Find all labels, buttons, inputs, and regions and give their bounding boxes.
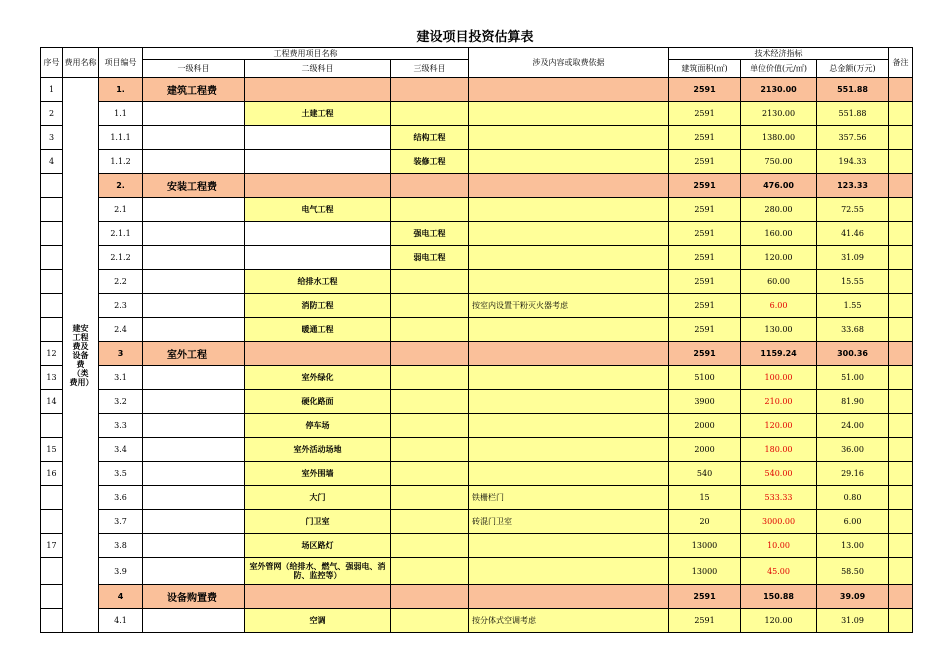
cell-level1 <box>143 609 245 633</box>
table-row <box>41 558 913 585</box>
cell-level2 <box>245 246 391 270</box>
cell-area: 2591 <box>669 270 741 294</box>
cell-level1 <box>143 270 245 294</box>
cell-total: 6.00 <box>817 510 889 534</box>
cell-total: 29.16 <box>817 462 889 486</box>
cell-total: 41.46 <box>817 222 889 246</box>
cell-level2: 室外围墙 <box>245 462 391 486</box>
header-basis: 涉及内容或取费依据 <box>469 48 669 78</box>
cell-level1: 室外工程 <box>143 342 245 366</box>
cell-level3 <box>391 318 469 342</box>
header-remark: 备注 <box>889 48 913 78</box>
cell-remark <box>889 294 913 318</box>
cell-unit-price: 2130.00 <box>741 78 817 102</box>
cell-seq <box>41 318 63 342</box>
cell-basis <box>469 438 669 462</box>
cell-basis <box>469 366 669 390</box>
cell-unit-price: 130.00 <box>741 318 817 342</box>
cell-area: 2591 <box>669 174 741 198</box>
cell-seq: 13 <box>41 366 63 390</box>
cell-remark <box>889 222 913 246</box>
cell-item-no: 3.3 <box>99 414 143 438</box>
cell-area: 13000 <box>669 534 741 558</box>
cell-area: 2591 <box>669 609 741 633</box>
cell-level3 <box>391 294 469 318</box>
cell-level3 <box>391 78 469 102</box>
cell-level1 <box>143 198 245 222</box>
cell-level1 <box>143 462 245 486</box>
cell-seq <box>41 174 63 198</box>
cell-item-no: 2.4 <box>99 318 143 342</box>
cell-remark <box>889 246 913 270</box>
cell-level3 <box>391 198 469 222</box>
cell-item-no: 4.1 <box>99 609 143 633</box>
category-label: 建安工程费及设备费（类费用） <box>69 323 94 387</box>
cell-total: 1.55 <box>817 294 889 318</box>
cell-level2 <box>245 174 391 198</box>
table-row <box>41 198 913 222</box>
cell-level2: 土建工程 <box>245 102 391 126</box>
cell-level2: 硬化路面 <box>245 390 391 414</box>
cell-remark <box>889 609 913 633</box>
table-row <box>41 462 913 486</box>
cell-seq <box>41 294 63 318</box>
cell-total: 300.36 <box>817 342 889 366</box>
cell-area: 2591 <box>669 198 741 222</box>
table-row <box>41 585 913 609</box>
cell-level3 <box>391 486 469 510</box>
cell-seq: 2 <box>41 102 63 126</box>
table-row <box>41 609 913 633</box>
cell-level1: 建筑工程费 <box>143 78 245 102</box>
cell-level1 <box>143 486 245 510</box>
cell-total: 123.33 <box>817 174 889 198</box>
cell-level2: 给排水工程 <box>245 270 391 294</box>
cell-area: 2000 <box>669 414 741 438</box>
cell-basis <box>469 414 669 438</box>
cell-basis <box>469 150 669 174</box>
cell-level3 <box>391 534 469 558</box>
cell-seq <box>41 270 63 294</box>
cell-unit-price: 60.00 <box>741 270 817 294</box>
cell-unit-price: 540.00 <box>741 462 817 486</box>
table-row <box>41 150 913 174</box>
cell-level1: 设备购置费 <box>143 585 245 609</box>
cell-unit-price: 160.00 <box>741 222 817 246</box>
table-row <box>41 438 913 462</box>
cell-basis: 按室内设置干粉灭火器考虑 <box>469 294 669 318</box>
cell-level2: 室外活动场地 <box>245 438 391 462</box>
cell-level1 <box>143 246 245 270</box>
table-row <box>41 174 913 198</box>
cell-level2 <box>245 585 391 609</box>
cell-level2: 室外管网（给排水、燃气、强弱电、消防、监控等） <box>245 558 391 585</box>
cell-seq: 1 <box>41 78 63 102</box>
cell-item-no: 3 <box>99 342 143 366</box>
header-level2: 二级科目 <box>245 60 391 78</box>
cell-seq <box>41 510 63 534</box>
cell-basis <box>469 126 669 150</box>
header-level3: 三级科目 <box>391 60 469 78</box>
cell-level1 <box>143 102 245 126</box>
cell-remark <box>889 486 913 510</box>
cell-total: 31.09 <box>817 609 889 633</box>
cell-level3 <box>391 438 469 462</box>
cell-item-no: 3.1 <box>99 366 143 390</box>
cell-level1 <box>143 150 245 174</box>
cell-seq <box>41 609 63 633</box>
cell-basis <box>469 102 669 126</box>
cell-seq: 17 <box>41 534 63 558</box>
cell-remark <box>889 390 913 414</box>
cell-seq: 16 <box>41 462 63 486</box>
cell-area: 2591 <box>669 342 741 366</box>
cell-area: 13000 <box>669 558 741 585</box>
cell-item-no: 2. <box>99 174 143 198</box>
cell-seq: 3 <box>41 126 63 150</box>
cell-level2 <box>245 222 391 246</box>
table-row <box>41 342 913 366</box>
cell-remark <box>889 174 913 198</box>
cell-item-no: 1.1.1 <box>99 126 143 150</box>
cell-unit-price: 280.00 <box>741 198 817 222</box>
cell-total: 551.88 <box>817 102 889 126</box>
cell-item-no: 4 <box>99 585 143 609</box>
cell-remark <box>889 342 913 366</box>
cell-level2: 停车场 <box>245 414 391 438</box>
table-row <box>41 414 913 438</box>
header-seq: 序号 <box>41 48 63 78</box>
cell-area: 2591 <box>669 150 741 174</box>
cell-area: 2591 <box>669 246 741 270</box>
cell-unit-price: 2130.00 <box>741 102 817 126</box>
cell-level2: 门卫室 <box>245 510 391 534</box>
cell-level3 <box>391 102 469 126</box>
cell-seq: 15 <box>41 438 63 462</box>
cell-level3 <box>391 342 469 366</box>
cell-seq: 12 <box>41 342 63 366</box>
cell-level1 <box>143 558 245 585</box>
header-fee-name: 费用名称 <box>63 48 99 78</box>
cell-unit-price: 750.00 <box>741 150 817 174</box>
cell-total: 36.00 <box>817 438 889 462</box>
cell-level3: 装修工程 <box>391 150 469 174</box>
cell-level3 <box>391 510 469 534</box>
table-row <box>41 318 913 342</box>
cell-total: 33.68 <box>817 318 889 342</box>
cell-remark <box>889 102 913 126</box>
cell-level2: 消防工程 <box>245 294 391 318</box>
cell-area: 2000 <box>669 438 741 462</box>
table-row <box>41 270 913 294</box>
cell-unit-price: 533.33 <box>741 486 817 510</box>
cell-total: 13.00 <box>817 534 889 558</box>
cell-item-no: 2.1.1 <box>99 222 143 246</box>
table-row <box>41 78 913 102</box>
cell-basis: 砖混门卫室 <box>469 510 669 534</box>
cell-item-no: 3.9 <box>99 558 143 585</box>
header-area: 建筑面积(㎡) <box>669 60 741 78</box>
cell-level1 <box>143 414 245 438</box>
header-tech-group: 技术经济指标 <box>669 48 889 60</box>
cell-area: 15 <box>669 486 741 510</box>
cell-remark <box>889 270 913 294</box>
cell-seq <box>41 198 63 222</box>
cell-level2: 大门 <box>245 486 391 510</box>
table-row <box>41 294 913 318</box>
cell-seq <box>41 222 63 246</box>
cell-remark <box>889 198 913 222</box>
cell-area: 2591 <box>669 585 741 609</box>
cell-unit-price: 45.00 <box>741 558 817 585</box>
cell-remark <box>889 126 913 150</box>
cell-remark <box>889 585 913 609</box>
cell-item-no: 3.6 <box>99 486 143 510</box>
cell-basis <box>469 222 669 246</box>
cell-area: 2591 <box>669 102 741 126</box>
cell-level1 <box>143 390 245 414</box>
cell-unit-price: 120.00 <box>741 609 817 633</box>
cell-level1 <box>143 294 245 318</box>
cell-item-no: 2.1 <box>99 198 143 222</box>
cell-level1 <box>143 318 245 342</box>
cell-total: 194.33 <box>817 150 889 174</box>
cell-level2: 场区路灯 <box>245 534 391 558</box>
cell-level3: 弱电工程 <box>391 246 469 270</box>
cell-category <box>63 78 99 633</box>
cell-remark <box>889 150 913 174</box>
cell-unit-price: 1159.24 <box>741 342 817 366</box>
cell-level3 <box>391 585 469 609</box>
cell-remark <box>889 510 913 534</box>
cell-basis <box>469 318 669 342</box>
cell-unit-price: 10.00 <box>741 534 817 558</box>
cell-basis <box>469 585 669 609</box>
cell-area: 2591 <box>669 126 741 150</box>
cell-item-no: 2.1.2 <box>99 246 143 270</box>
cell-area: 3900 <box>669 390 741 414</box>
cell-basis <box>469 462 669 486</box>
cell-unit-price: 3000.00 <box>741 510 817 534</box>
cell-level1 <box>143 510 245 534</box>
cell-level2: 暖通工程 <box>245 318 391 342</box>
table-row <box>41 486 913 510</box>
cell-area: 540 <box>669 462 741 486</box>
cell-unit-price: 210.00 <box>741 390 817 414</box>
cell-unit-price: 120.00 <box>741 246 817 270</box>
cell-total: 15.55 <box>817 270 889 294</box>
cell-level3 <box>391 558 469 585</box>
header-item-name-group: 工程费用项目名称 <box>143 48 469 60</box>
cell-remark <box>889 318 913 342</box>
cell-basis <box>469 174 669 198</box>
cell-total: 551.88 <box>817 78 889 102</box>
cell-item-no: 2.3 <box>99 294 143 318</box>
cell-basis <box>469 198 669 222</box>
cell-item-no: 1.1.2 <box>99 150 143 174</box>
cell-basis <box>469 558 669 585</box>
cell-remark <box>889 534 913 558</box>
cell-seq <box>41 246 63 270</box>
cell-remark <box>889 438 913 462</box>
cell-seq <box>41 558 63 585</box>
cell-total: 51.00 <box>817 366 889 390</box>
cell-level2: 电气工程 <box>245 198 391 222</box>
cell-total: 0.80 <box>817 486 889 510</box>
cell-total: 81.90 <box>817 390 889 414</box>
table-body <box>41 78 913 633</box>
cell-unit-price: 120.00 <box>741 414 817 438</box>
cell-basis <box>469 342 669 366</box>
cell-item-no: 1. <box>99 78 143 102</box>
cell-basis <box>469 390 669 414</box>
cell-area: 5100 <box>669 366 741 390</box>
table-row <box>41 246 913 270</box>
cell-area: 2591 <box>669 318 741 342</box>
cell-level1 <box>143 438 245 462</box>
cell-remark <box>889 366 913 390</box>
cell-level3 <box>391 390 469 414</box>
cell-area: 2591 <box>669 222 741 246</box>
cell-item-no: 2.2 <box>99 270 143 294</box>
header-unit-price: 单位价值(元/㎡) <box>741 60 817 78</box>
cell-basis <box>469 534 669 558</box>
table-row <box>41 510 913 534</box>
cell-level2: 空调 <box>245 609 391 633</box>
table-title: 建设项目投资估算表 <box>416 30 534 45</box>
cell-total: 357.56 <box>817 126 889 150</box>
cell-basis <box>469 270 669 294</box>
cell-remark <box>889 78 913 102</box>
table-row <box>41 390 913 414</box>
header-total: 总金额(万元) <box>817 60 889 78</box>
header-item-no: 项目编号 <box>99 48 143 78</box>
cell-remark <box>889 462 913 486</box>
cell-total: 39.09 <box>817 585 889 609</box>
table-row <box>41 126 913 150</box>
cell-unit-price: 476.00 <box>741 174 817 198</box>
cell-unit-price: 100.00 <box>741 366 817 390</box>
cell-remark <box>889 414 913 438</box>
cell-total: 24.00 <box>817 414 889 438</box>
cell-level1 <box>143 126 245 150</box>
cell-item-no: 3.5 <box>99 462 143 486</box>
cell-level3 <box>391 414 469 438</box>
cell-level3 <box>391 366 469 390</box>
cell-level3: 结构工程 <box>391 126 469 150</box>
table-row <box>41 366 913 390</box>
header-level1: 一级科目 <box>143 60 245 78</box>
cell-seq: 14 <box>41 390 63 414</box>
cell-seq <box>41 585 63 609</box>
cell-seq <box>41 486 63 510</box>
cell-level3 <box>391 270 469 294</box>
cell-level1 <box>143 366 245 390</box>
cell-level3: 强电工程 <box>391 222 469 246</box>
cell-basis: 铁栅栏门 <box>469 486 669 510</box>
cell-item-no: 3.4 <box>99 438 143 462</box>
cell-level2: 室外绿化 <box>245 366 391 390</box>
table-row <box>41 102 913 126</box>
cell-total: 31.09 <box>817 246 889 270</box>
cell-level1 <box>143 222 245 246</box>
cell-total: 58.50 <box>817 558 889 585</box>
cell-item-no: 3.2 <box>99 390 143 414</box>
cell-unit-price: 6.00 <box>741 294 817 318</box>
cell-basis <box>469 78 669 102</box>
investment-estimate-table <box>40 47 913 633</box>
cell-level3 <box>391 462 469 486</box>
cell-level1 <box>143 534 245 558</box>
cell-level3 <box>391 609 469 633</box>
cell-item-no: 3.8 <box>99 534 143 558</box>
cell-level2 <box>245 126 391 150</box>
cell-seq: 4 <box>41 150 63 174</box>
table-row <box>41 222 913 246</box>
table-row <box>41 534 913 558</box>
cell-level2 <box>245 342 391 366</box>
cell-level2 <box>245 78 391 102</box>
cell-unit-price: 1380.00 <box>741 126 817 150</box>
cell-basis: 按分体式空调考虑 <box>469 609 669 633</box>
cell-area: 20 <box>669 510 741 534</box>
cell-level1: 安装工程费 <box>143 174 245 198</box>
cell-basis <box>469 246 669 270</box>
cell-item-no: 1.1 <box>99 102 143 126</box>
cell-area: 2591 <box>669 294 741 318</box>
cell-total: 72.55 <box>817 198 889 222</box>
cell-unit-price: 180.00 <box>741 438 817 462</box>
cell-item-no: 3.7 <box>99 510 143 534</box>
cell-area: 2591 <box>669 78 741 102</box>
cell-level3 <box>391 174 469 198</box>
cell-unit-price: 150.88 <box>741 585 817 609</box>
cell-remark <box>889 558 913 585</box>
cell-seq <box>41 414 63 438</box>
cell-level2 <box>245 150 391 174</box>
